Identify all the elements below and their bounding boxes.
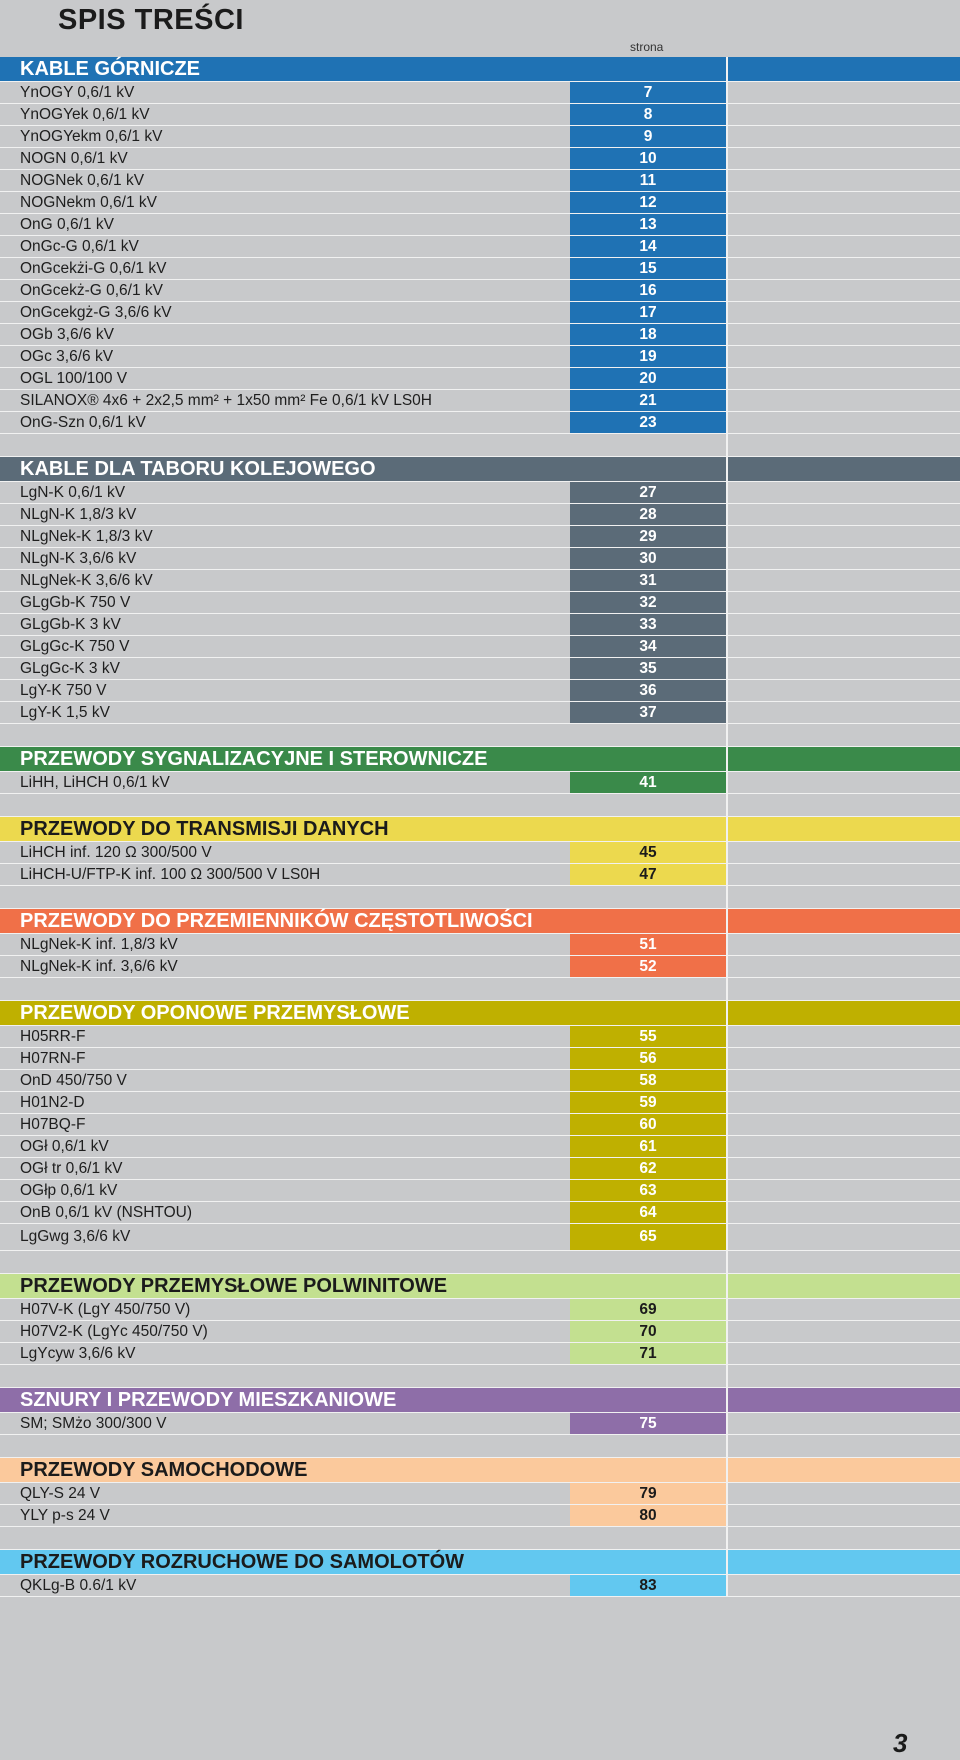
- toc-item-page: 16: [639, 282, 657, 299]
- column-divider: [726, 658, 728, 679]
- toc-item-label: OnGcekż-G 0,6/1 kV: [20, 282, 163, 299]
- toc-item-page: 11: [639, 172, 657, 189]
- toc-item-label: NOGNekm 0,6/1 kV: [20, 194, 157, 211]
- toc-item-label: OnGcekżi-G 0,6/1 kV: [20, 260, 167, 277]
- toc-row[interactable]: [0, 548, 960, 570]
- column-divider: [726, 592, 728, 613]
- column-divider: [726, 1158, 728, 1179]
- toc-item-label: GLgGb-K 750 V: [20, 594, 131, 611]
- toc-item-label: OGł 0,6/1 kV: [20, 1138, 109, 1155]
- column-divider: [726, 817, 728, 841]
- toc-item-page: 70: [639, 1323, 657, 1340]
- column-divider: [726, 956, 728, 977]
- toc-item-label: OnD 450/750 V: [20, 1072, 127, 1089]
- column-divider: [726, 1114, 728, 1135]
- section-title: PRZEWODY SYGNALIZACYJNE I STEROWNICZE: [20, 748, 488, 770]
- toc-row[interactable]: [0, 82, 960, 104]
- toc-row[interactable]: [0, 214, 960, 236]
- toc-item-label: SM; SMżo 300/300 V: [20, 1415, 167, 1432]
- toc-item-label: H01N2-D: [20, 1094, 85, 1111]
- toc-item-label: YLY p-s 24 V: [20, 1507, 110, 1524]
- column-divider: [726, 148, 728, 169]
- column-divider: [726, 1550, 728, 1574]
- page-column-label: strona: [630, 40, 664, 54]
- toc-item-label: YnOGYekm 0,6/1 kV: [20, 128, 163, 145]
- toc-item-label: OGL 100/100 V: [20, 370, 128, 387]
- toc-row[interactable]: [0, 482, 960, 504]
- section-header: [0, 1458, 960, 1483]
- column-divider: [726, 794, 728, 816]
- toc-item-label: YnOGY 0,6/1 kV: [20, 84, 135, 101]
- toc-item-page: 83: [639, 1577, 657, 1594]
- toc-row[interactable]: [0, 526, 960, 548]
- toc-row[interactable]: [0, 192, 960, 214]
- toc-item-label: YnOGYek 0,6/1 kV: [20, 106, 150, 123]
- section-header: [0, 747, 960, 772]
- column-divider: [726, 1365, 728, 1387]
- section-spacer-row: [0, 1251, 960, 1274]
- column-divider: [726, 1026, 728, 1047]
- column-divider: [726, 412, 728, 433]
- column-divider: [726, 302, 728, 323]
- column-divider: [726, 1048, 728, 1069]
- section-title: PRZEWODY OPONOWE PRZEMYSŁOWE: [20, 1002, 410, 1024]
- toc-item-page: 33: [639, 616, 657, 633]
- toc-row[interactable]: [0, 126, 960, 148]
- toc-item-label: LiHCH inf. 120 Ω 300/500 V: [20, 844, 212, 861]
- toc-row[interactable]: [0, 1575, 960, 1597]
- column-divider: [726, 126, 728, 147]
- toc-item-label: SILANOX® 4x6 + 2x2,5 mm² + 1x50 mm² Fe 0,6/1 kV LS0H: [20, 392, 432, 409]
- page-number: 3: [893, 1728, 908, 1758]
- section-header: [0, 457, 960, 482]
- column-divider: [726, 504, 728, 525]
- toc-item-label: OGł tr 0,6/1 kV: [20, 1160, 123, 1177]
- toc-item-label: NLgN-K 3,6/6 kV: [20, 550, 137, 567]
- toc-row[interactable]: [0, 1224, 960, 1251]
- column-divider: [726, 1388, 728, 1412]
- toc-item-page: 37: [639, 704, 657, 721]
- toc-item-label: OnGcekgż-G 3,6/6 kV: [20, 304, 172, 321]
- toc-row[interactable]: [0, 1180, 960, 1202]
- toc-item-label: H07V2-K (LgYc 450/750 V): [20, 1323, 208, 1340]
- section-title: PRZEWODY PRZEMYSŁOWE POLWINITOWE: [20, 1275, 448, 1297]
- column-divider: [726, 1458, 728, 1482]
- section-spacer-row: [0, 434, 960, 457]
- toc-row[interactable]: [0, 148, 960, 170]
- toc-item-page: 36: [639, 682, 657, 699]
- toc-item-label: H07BQ-F: [20, 1116, 86, 1133]
- column-divider: [726, 526, 728, 547]
- toc-item-page: 56: [639, 1050, 657, 1067]
- toc-row[interactable]: [0, 1070, 960, 1092]
- toc-item-page: 8: [643, 106, 653, 123]
- toc-item-page: 15: [639, 260, 657, 277]
- toc-row[interactable]: [0, 302, 960, 324]
- column-divider: [726, 324, 728, 345]
- toc-item-page: 64: [639, 1204, 657, 1221]
- toc-item-page: 69: [639, 1301, 657, 1318]
- column-divider: [726, 1251, 728, 1273]
- column-divider: [726, 934, 728, 955]
- toc-item-label: NLgNek-K inf. 3,6/6 kV: [20, 958, 178, 975]
- column-divider: [726, 1527, 728, 1549]
- section-title: PRZEWODY DO TRANSMISJI DANYCH: [20, 818, 389, 840]
- toc-item-page: 13: [639, 216, 657, 233]
- toc-item-page: 32: [639, 594, 657, 611]
- section-header: [0, 1274, 960, 1299]
- column-divider: [726, 346, 728, 367]
- toc-row[interactable]: [0, 702, 960, 724]
- section-spacer-row: [0, 724, 960, 747]
- toc-item-page: 58: [639, 1072, 657, 1089]
- column-divider: [726, 614, 728, 635]
- section-header: [0, 1550, 960, 1575]
- column-divider: [726, 258, 728, 279]
- toc-item-label: NLgNek-K inf. 1,8/3 kV: [20, 936, 178, 953]
- toc-item-page: 62: [639, 1160, 657, 1177]
- toc-row[interactable]: [0, 412, 960, 434]
- toc-row[interactable]: [0, 614, 960, 636]
- column-divider: [726, 1505, 728, 1526]
- toc-item-label: OnG-Szn 0,6/1 kV: [20, 414, 146, 431]
- toc-item-label: NOGN 0,6/1 kV: [20, 150, 128, 167]
- toc-item-page: 29: [639, 528, 657, 545]
- toc-item-page: 45: [639, 844, 657, 861]
- column-divider: [726, 1202, 728, 1223]
- column-divider: [726, 636, 728, 657]
- section-spacer-row: [0, 794, 960, 817]
- toc-item-label: OGb 3,6/6 kV: [20, 326, 114, 343]
- toc-item-label: NLgNek-K 1,8/3 kV: [20, 528, 153, 545]
- column-divider: [726, 1483, 728, 1504]
- section-title: KABLE GÓRNICZE: [20, 58, 200, 80]
- section-header: [0, 57, 960, 82]
- toc-item-label: LiHCH-U/FTP-K inf. 100 Ω 300/500 V LS0H: [20, 866, 321, 883]
- toc-item-page: 30: [639, 550, 657, 567]
- toc-row[interactable]: [0, 842, 960, 864]
- toc-item-label: H05RR-F: [20, 1028, 86, 1045]
- column-divider: [726, 368, 728, 389]
- toc-item-label: LgYcyw 3,6/6 kV: [20, 1345, 136, 1362]
- toc-item-label: GLgGb-K 3 kV: [20, 616, 121, 633]
- toc-item-page: 47: [639, 866, 657, 883]
- toc-item-page: 18: [639, 326, 657, 343]
- column-divider: [726, 1136, 728, 1157]
- toc-item-page: 27: [639, 484, 657, 501]
- toc-row[interactable]: [0, 636, 960, 658]
- page-title: SPIS TREŚCI: [58, 4, 244, 36]
- toc-item-page: 61: [639, 1138, 657, 1155]
- column-divider: [726, 747, 728, 771]
- toc-item-label: LgGwg 3,6/6 kV: [20, 1228, 131, 1245]
- column-divider: [726, 1435, 728, 1457]
- toc-item-page: 55: [639, 1028, 657, 1045]
- column-divider: [726, 214, 728, 235]
- section-header: [0, 817, 960, 842]
- toc-row[interactable]: [0, 104, 960, 126]
- column-divider: [726, 1180, 728, 1201]
- toc-row[interactable]: [0, 1483, 960, 1505]
- column-divider: [726, 236, 728, 257]
- column-divider: [726, 1299, 728, 1320]
- toc-item-page: 7: [643, 84, 653, 101]
- column-divider: [726, 864, 728, 885]
- column-divider: [726, 104, 728, 125]
- toc-item-page: 21: [639, 392, 657, 409]
- toc-row[interactable]: [0, 324, 960, 346]
- column-divider: [726, 82, 728, 103]
- column-divider: [726, 192, 728, 213]
- column-divider: [726, 680, 728, 701]
- column-divider: [726, 570, 728, 591]
- toc-item-page: 65: [639, 1228, 657, 1245]
- toc-item-page: 41: [639, 774, 657, 791]
- section-header: [0, 1388, 960, 1413]
- section-title: PRZEWODY DO PRZEMIENNIKÓW CZĘSTOTLIWOŚCI: [20, 910, 533, 932]
- toc-row[interactable]: [0, 570, 960, 592]
- section-spacer-row: [0, 1365, 960, 1388]
- toc-row[interactable]: [0, 772, 960, 794]
- toc-item-label: GLgGc-K 750 V: [20, 638, 130, 655]
- column-divider: [726, 886, 728, 908]
- toc-row[interactable]: [0, 1202, 960, 1224]
- toc-item-page: 79: [639, 1485, 657, 1502]
- toc-item-page: 63: [639, 1182, 657, 1199]
- section-title: PRZEWODY SAMOCHODOWE: [20, 1459, 308, 1481]
- column-divider: [726, 482, 728, 503]
- toc-row[interactable]: [0, 1321, 960, 1343]
- toc-item-page: 14: [639, 238, 657, 255]
- toc-item-page: 71: [639, 1345, 657, 1362]
- column-divider: [726, 772, 728, 793]
- toc-item-label: H07RN-F: [20, 1050, 86, 1067]
- toc-item-page: 51: [639, 936, 657, 953]
- toc-row[interactable]: [0, 1026, 960, 1048]
- column-divider: [726, 170, 728, 191]
- column-divider: [726, 57, 728, 81]
- toc-item-page: 19: [639, 348, 657, 365]
- column-divider: [726, 434, 728, 456]
- toc-item-label: OGłp 0,6/1 kV: [20, 1182, 118, 1199]
- toc-item-page: 12: [639, 194, 657, 211]
- toc-row[interactable]: [0, 1114, 960, 1136]
- toc-item-label: NOGNek 0,6/1 kV: [20, 172, 145, 189]
- column-divider: [726, 280, 728, 301]
- toc-item-label: LiHH, LiHCH 0,6/1 kV: [20, 774, 170, 791]
- toc-row[interactable]: [0, 1048, 960, 1070]
- toc-row[interactable]: [0, 956, 960, 978]
- column-divider: [726, 1413, 728, 1434]
- section-spacer-row: [0, 978, 960, 1001]
- toc-row[interactable]: [0, 258, 960, 280]
- column-divider: [726, 1224, 728, 1250]
- toc-item-label: NLgN-K 1,8/3 kV: [20, 506, 137, 523]
- toc-row[interactable]: [0, 1413, 960, 1435]
- toc-item-page: 80: [639, 1507, 657, 1524]
- toc-row[interactable]: [0, 1343, 960, 1365]
- column-divider: [726, 978, 728, 1000]
- toc-row[interactable]: [0, 504, 960, 526]
- toc-item-page: 35: [639, 660, 657, 677]
- toc-item-label: LgN-K 0,6/1 kV: [20, 484, 126, 501]
- toc-row[interactable]: [0, 592, 960, 614]
- section-spacer-row: [0, 1527, 960, 1550]
- toc-item-label: QLY-S 24 V: [20, 1485, 101, 1502]
- column-divider: [726, 702, 728, 723]
- toc-row[interactable]: [0, 1158, 960, 1180]
- column-divider: [726, 724, 728, 746]
- toc-item-label: GLgGc-K 3 kV: [20, 660, 120, 677]
- toc-item-label: OGc 3,6/6 kV: [20, 348, 114, 365]
- toc-row[interactable]: [0, 368, 960, 390]
- toc-row[interactable]: [0, 390, 960, 412]
- section-title: SZNURY I PRZEWODY MIESZKANIOWE: [20, 1389, 397, 1411]
- column-divider: [726, 390, 728, 411]
- toc-item-label: LgY-K 750 V: [20, 682, 107, 699]
- section-spacer-row: [0, 886, 960, 909]
- section-title: KABLE DLA TABORU KOLEJOWEGO: [20, 458, 376, 480]
- toc-item-page: 59: [639, 1094, 657, 1111]
- toc-item-page: 34: [639, 638, 657, 655]
- section-header: [0, 909, 960, 934]
- toc-item-page: 52: [639, 958, 657, 975]
- toc-item-page: 75: [639, 1415, 657, 1432]
- toc-item-label: NLgNek-K 3,6/6 kV: [20, 572, 153, 589]
- toc-item-page: 31: [639, 572, 657, 589]
- section-title: PRZEWODY ROZRUCHOWE DO SAMOLOTÓW: [20, 1551, 465, 1573]
- toc-row[interactable]: [0, 1299, 960, 1321]
- toc-item-page: 60: [639, 1116, 657, 1133]
- toc-item-page: 28: [639, 506, 657, 523]
- column-divider: [726, 842, 728, 863]
- toc-row[interactable]: [0, 934, 960, 956]
- column-divider: [726, 457, 728, 481]
- column-divider: [726, 1343, 728, 1364]
- table-of-contents: [0, 57, 960, 1597]
- toc-row[interactable]: [0, 236, 960, 258]
- column-divider: [726, 548, 728, 569]
- column-divider: [726, 1001, 728, 1025]
- toc-row[interactable]: [0, 864, 960, 886]
- toc-item-page: 23: [639, 414, 657, 431]
- toc-row[interactable]: [0, 658, 960, 680]
- toc-row[interactable]: [0, 170, 960, 192]
- toc-item-label: OnGc-G 0,6/1 kV: [20, 238, 139, 255]
- toc-item-page: 10: [639, 150, 657, 167]
- toc-item-label: LgY-K 1,5 kV: [20, 704, 110, 721]
- column-divider: [726, 1274, 728, 1298]
- column-divider: [726, 1070, 728, 1091]
- toc-item-label: H07V-K (LgY 450/750 V): [20, 1301, 191, 1318]
- toc-item-page: 20: [639, 370, 657, 387]
- toc-item-label: QKLg-B 0.6/1 kV: [20, 1577, 137, 1594]
- column-divider: [726, 1321, 728, 1342]
- section-header: [0, 1001, 960, 1026]
- toc-item-page: 9: [643, 128, 653, 145]
- toc-row[interactable]: [0, 680, 960, 702]
- toc-item-label: OnG 0,6/1 kV: [20, 216, 114, 233]
- toc-row[interactable]: [0, 1505, 960, 1527]
- toc-row[interactable]: [0, 280, 960, 302]
- column-divider: [726, 909, 728, 933]
- column-divider: [726, 1575, 728, 1596]
- toc-row[interactable]: [0, 1092, 960, 1114]
- toc-item-page: 17: [639, 304, 657, 321]
- toc-row[interactable]: [0, 1136, 960, 1158]
- toc-row[interactable]: [0, 346, 960, 368]
- toc-item-label: OnB 0,6/1 kV (NSHTOU): [20, 1204, 192, 1221]
- section-spacer-row: [0, 1435, 960, 1458]
- column-divider: [726, 1092, 728, 1113]
